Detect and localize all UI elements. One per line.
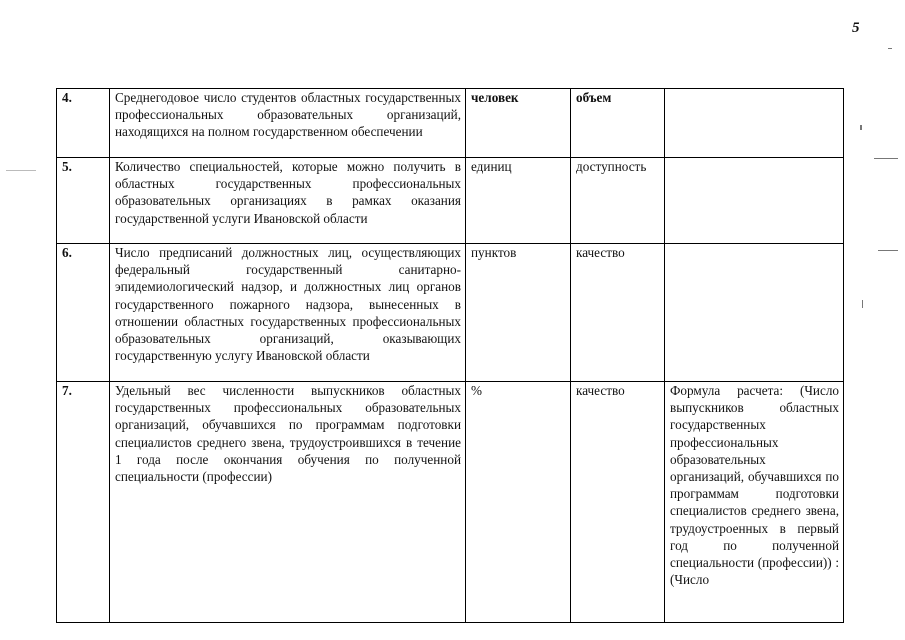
calculation-note xyxy=(665,244,844,382)
scan-artifact xyxy=(860,125,862,130)
indicator-type: качество xyxy=(571,382,665,623)
scan-artifact xyxy=(874,158,898,159)
row-number: 5. xyxy=(57,158,110,244)
unit-of-measure: % xyxy=(466,382,571,623)
calculation-note xyxy=(665,158,844,244)
scan-artifact xyxy=(878,250,898,251)
calculation-note: Формула расчета: (Число выпускников областных государственных профессиональных образовательных организаций, обучавшихся по программам подготовки специалистов среднего звена, трудоустроенных в первый год по полученной специальности (профессии)) : (Число xyxy=(665,382,844,623)
indicator-description: Удельный вес численности выпускников областных государственных профессиональных образовательных организаций, обучавшихся по программам подготовки специалистов среднего звена, трудоустроившихся в течение 1 года после окончания обучения по полученной специальности (профессии) xyxy=(110,382,466,623)
unit-of-measure: пунктов xyxy=(466,244,571,382)
table-row xyxy=(57,244,844,382)
row-number: 6. xyxy=(57,244,110,382)
indicator-description: Число предписаний должностных лиц, осуществляющих федеральный государственный санитарно-эпидемиологический надзор, и должностных лиц органов государственного пожарного надзора, вынесенных в отношении областных государственных профессиональных образовательных организаций, оказывающих государственную услугу Ивановской области xyxy=(110,244,466,382)
scan-artifact xyxy=(862,300,863,308)
indicator-description: Количество специальностей, которые можно получить в областных государственных профессиональных образовательных организациях в рамках оказания государственной услуги Ивановской области xyxy=(110,158,466,244)
row-number: 4. xyxy=(57,89,110,158)
unit-of-measure: человек xyxy=(466,89,571,158)
scan-artifact xyxy=(888,48,892,49)
table-row xyxy=(57,158,844,244)
page-number: 5 xyxy=(852,20,860,36)
indicator-description: Среднегодовое число студентов областных государственных профессиональных образовательных организаций, находящихся на полном государственном обеспечении xyxy=(110,89,466,158)
calculation-note xyxy=(665,89,844,158)
indicator-type: доступность xyxy=(571,158,665,244)
indicator-type: объем xyxy=(571,89,665,158)
table-row xyxy=(57,89,844,158)
indicator-type: качество xyxy=(571,244,665,382)
indicators-table xyxy=(56,88,844,623)
unit-of-measure: единиц xyxy=(466,158,571,244)
row-number: 7. xyxy=(57,382,110,623)
scan-artifact xyxy=(6,170,36,171)
table-row xyxy=(57,382,844,623)
